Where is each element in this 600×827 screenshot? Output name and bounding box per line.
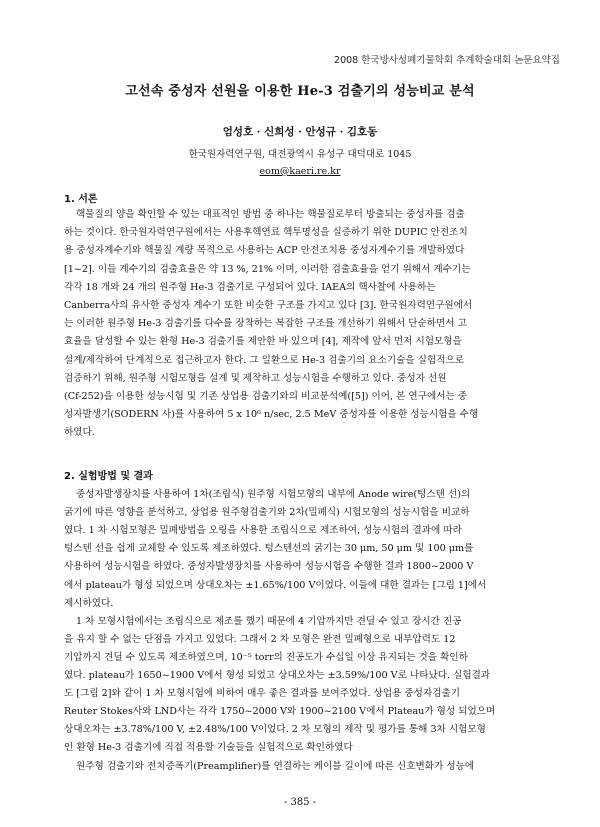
paragraph-line: 성자발생기(SODERN 사)를 사용하여 5 x 10⁶ n/sec, 2.5 MeV 중성자를 이용한 성능시험을 수행 [64,409,479,421]
paragraph-line: (Cf-252)을 이용한 성능시험 및 기존 상업용 검출기와의 비교분석예([5]) 이어, 본 연구에서는 중 [64,391,468,402]
paragraph-line: 기압까지 견딜 수 있도록 제조하였으며, 10⁻⁵ torr의 진공도가 수십일 이상 유지되는 것을 확인하 [64,651,468,663]
section-heading-methods: 2. 실험방법 및 결과 [64,471,153,482]
paragraph-line: 검증하기 위해, 원주형 시험모형을 설계 및 제작하고 성능시험을 수행하고 있다. 중성자 선원 [64,372,447,384]
paragraph-line: [1~2]. 이들 계수기의 검출효율은 약 13 %, 21% 이며, 이러한 검출효율을 얻기 위해서 계수기는 [64,263,471,275]
paragraph-line: 상대오차는 ±3.78%/100 V, ±2.48%/100 V이었다. 2 차 모형의 제작 및 평가를 통해 3차 시험모형 [64,724,486,736]
paragraph-line: 을 유지 할 수 없는 단점을 가지고 있었다. 그래서 2 차 모형은 완전 밀폐형으로 내부압력도 12 [64,633,456,645]
section-heading-intro: 1. 서론 [64,194,98,205]
paragraph-line: 용 중성자계수기와 핵물질 계량 목적으로 사용하는 ACP 안전조치용 중성자계수기를 개발하였다 [64,245,465,257]
paragraph-line: 였다. plateau가 1650~1900 V에서 형성 되었고 상대오차는 ±3.59%/100 V로 나타났다. 실험결과 [64,670,491,681]
paragraph-line: Reuter Stokes사와 LND사는 각각 1750~2000 V와 1900~2100 V에서 Plateau가 형성 되었으며 [64,706,496,718]
paragraph-line: 하는 것이다. 한국원자력연구원에서는 사용후핵연료 핵투명성을 실증하기 위한 DUPIC 안전조치 [64,227,468,239]
running-header: 2008 한국방사성폐기물학회 추계학술대회 논문요약집 [334,55,560,66]
paragraph-line: 사용하여 성능시험을 하였다. 중성자발생장치를 사용하여 성능시험을 수행한 결과 1800~2000 V [64,561,474,573]
paragraph-line: 인 환형 He-3 검출기에 직접 적용할 기술들을 실험적으로 확인하였다 [64,742,353,754]
paragraph-line: 하였다. [64,427,95,439]
paragraph-line: 도 [그림 2]와 같이 1 차 모형시험에 비하여 매우 좋은 결과를 보여주었다. 상업용 중성자검출기 [64,688,461,700]
affiliation: 한국원자력연구원, 대전광역시 유성구 대덕대로 1045 [188,149,412,160]
author-list: 엄성호 · 신희성 · 안성규 · 김호동 [222,126,378,138]
paragraph-line: 설계/제작하여 단계적으로 접근하고자 한다. 그 일환으로 He-3 검출기의 요소기술을 실험적으로 [64,354,465,366]
paragraph-line: 제시하였다. [64,597,114,609]
paragraph-line: 효율을 달성할 수 있는 환형 He-3 검출기를 제안한 바 있으며 [4], 제작에 앞서 먼저 시험모형을 [64,336,462,348]
paragraph-line: 였다. 1 차 시험모형은 밀폐방법을 오링을 사용한 조립식으로 제조하여, 성능시험의 결과에 따라 [64,525,462,537]
paragraph-line: 에서 plateau가 형성 되었으며 상대오차는 ±1.65%/100 V이었다. 이들에 대한 결과는 [그림 1]에서 [64,579,487,591]
paragraph-line: 각각 18 개와 24 개의 원주형 He-3 검출기로 구성되어 있다. IAEA의 핵사찰에 사용하는 [64,281,436,293]
paragraph-line: 텅스텐 선을 쉽게 교체할 수 있도록 제조하였다. 텅스텐선의 굵기는 30 μm, 50 μm 및 100 μm를 [64,543,474,555]
paragraph-line: 원주형 검출기와 전치증폭기(Preamplifier)를 연결하는 케이블 길이에 따른 신호변화가 성능에 [76,760,475,772]
paragraph-line: 1 차 모형시험에서는 조립식으로 제조를 했기 때문에 4 기압까지만 견딜 수 있고 장시간 진공 [76,615,462,627]
paragraph-line: Canberra사의 유사한 중성자 계수기 또한 비슷한 구조를 가지고 있다 [3]. 한국원자력연구원에서 [64,300,473,311]
paper-title: 고선속 중성자 선원을 이용한 He-3 검출기의 성능비교 분석 [125,84,475,99]
email-link[interactable]: eom@kaeri.re.kr [259,166,341,177]
paragraph-line: 굵기에 따른 영향을 분석하고, 상업용 원주형검출기와 2차(밀폐식) 시험모형의 성능시험을 비교하 [64,507,470,519]
paragraph-line: 는 이러한 원주형 He-3 검출기를 다수를 장착하는 복잡한 구조를 개선하기 위해서 단순하면서 고 [64,318,467,330]
page-number: - 385 - [283,797,317,808]
author-email [0,166,600,177]
paragraph-line: 핵물질의 양을 확인할 수 있는 대표적인 방법 중 하나는 핵물질로부터 방출되는 중성자를 검출 [76,209,465,220]
paragraph-line: 중성자발생장치를 사용하여 1차(조립식) 원주형 시험모형의 내부에 Anode wire(텅스텐 선)의 [76,489,471,500]
